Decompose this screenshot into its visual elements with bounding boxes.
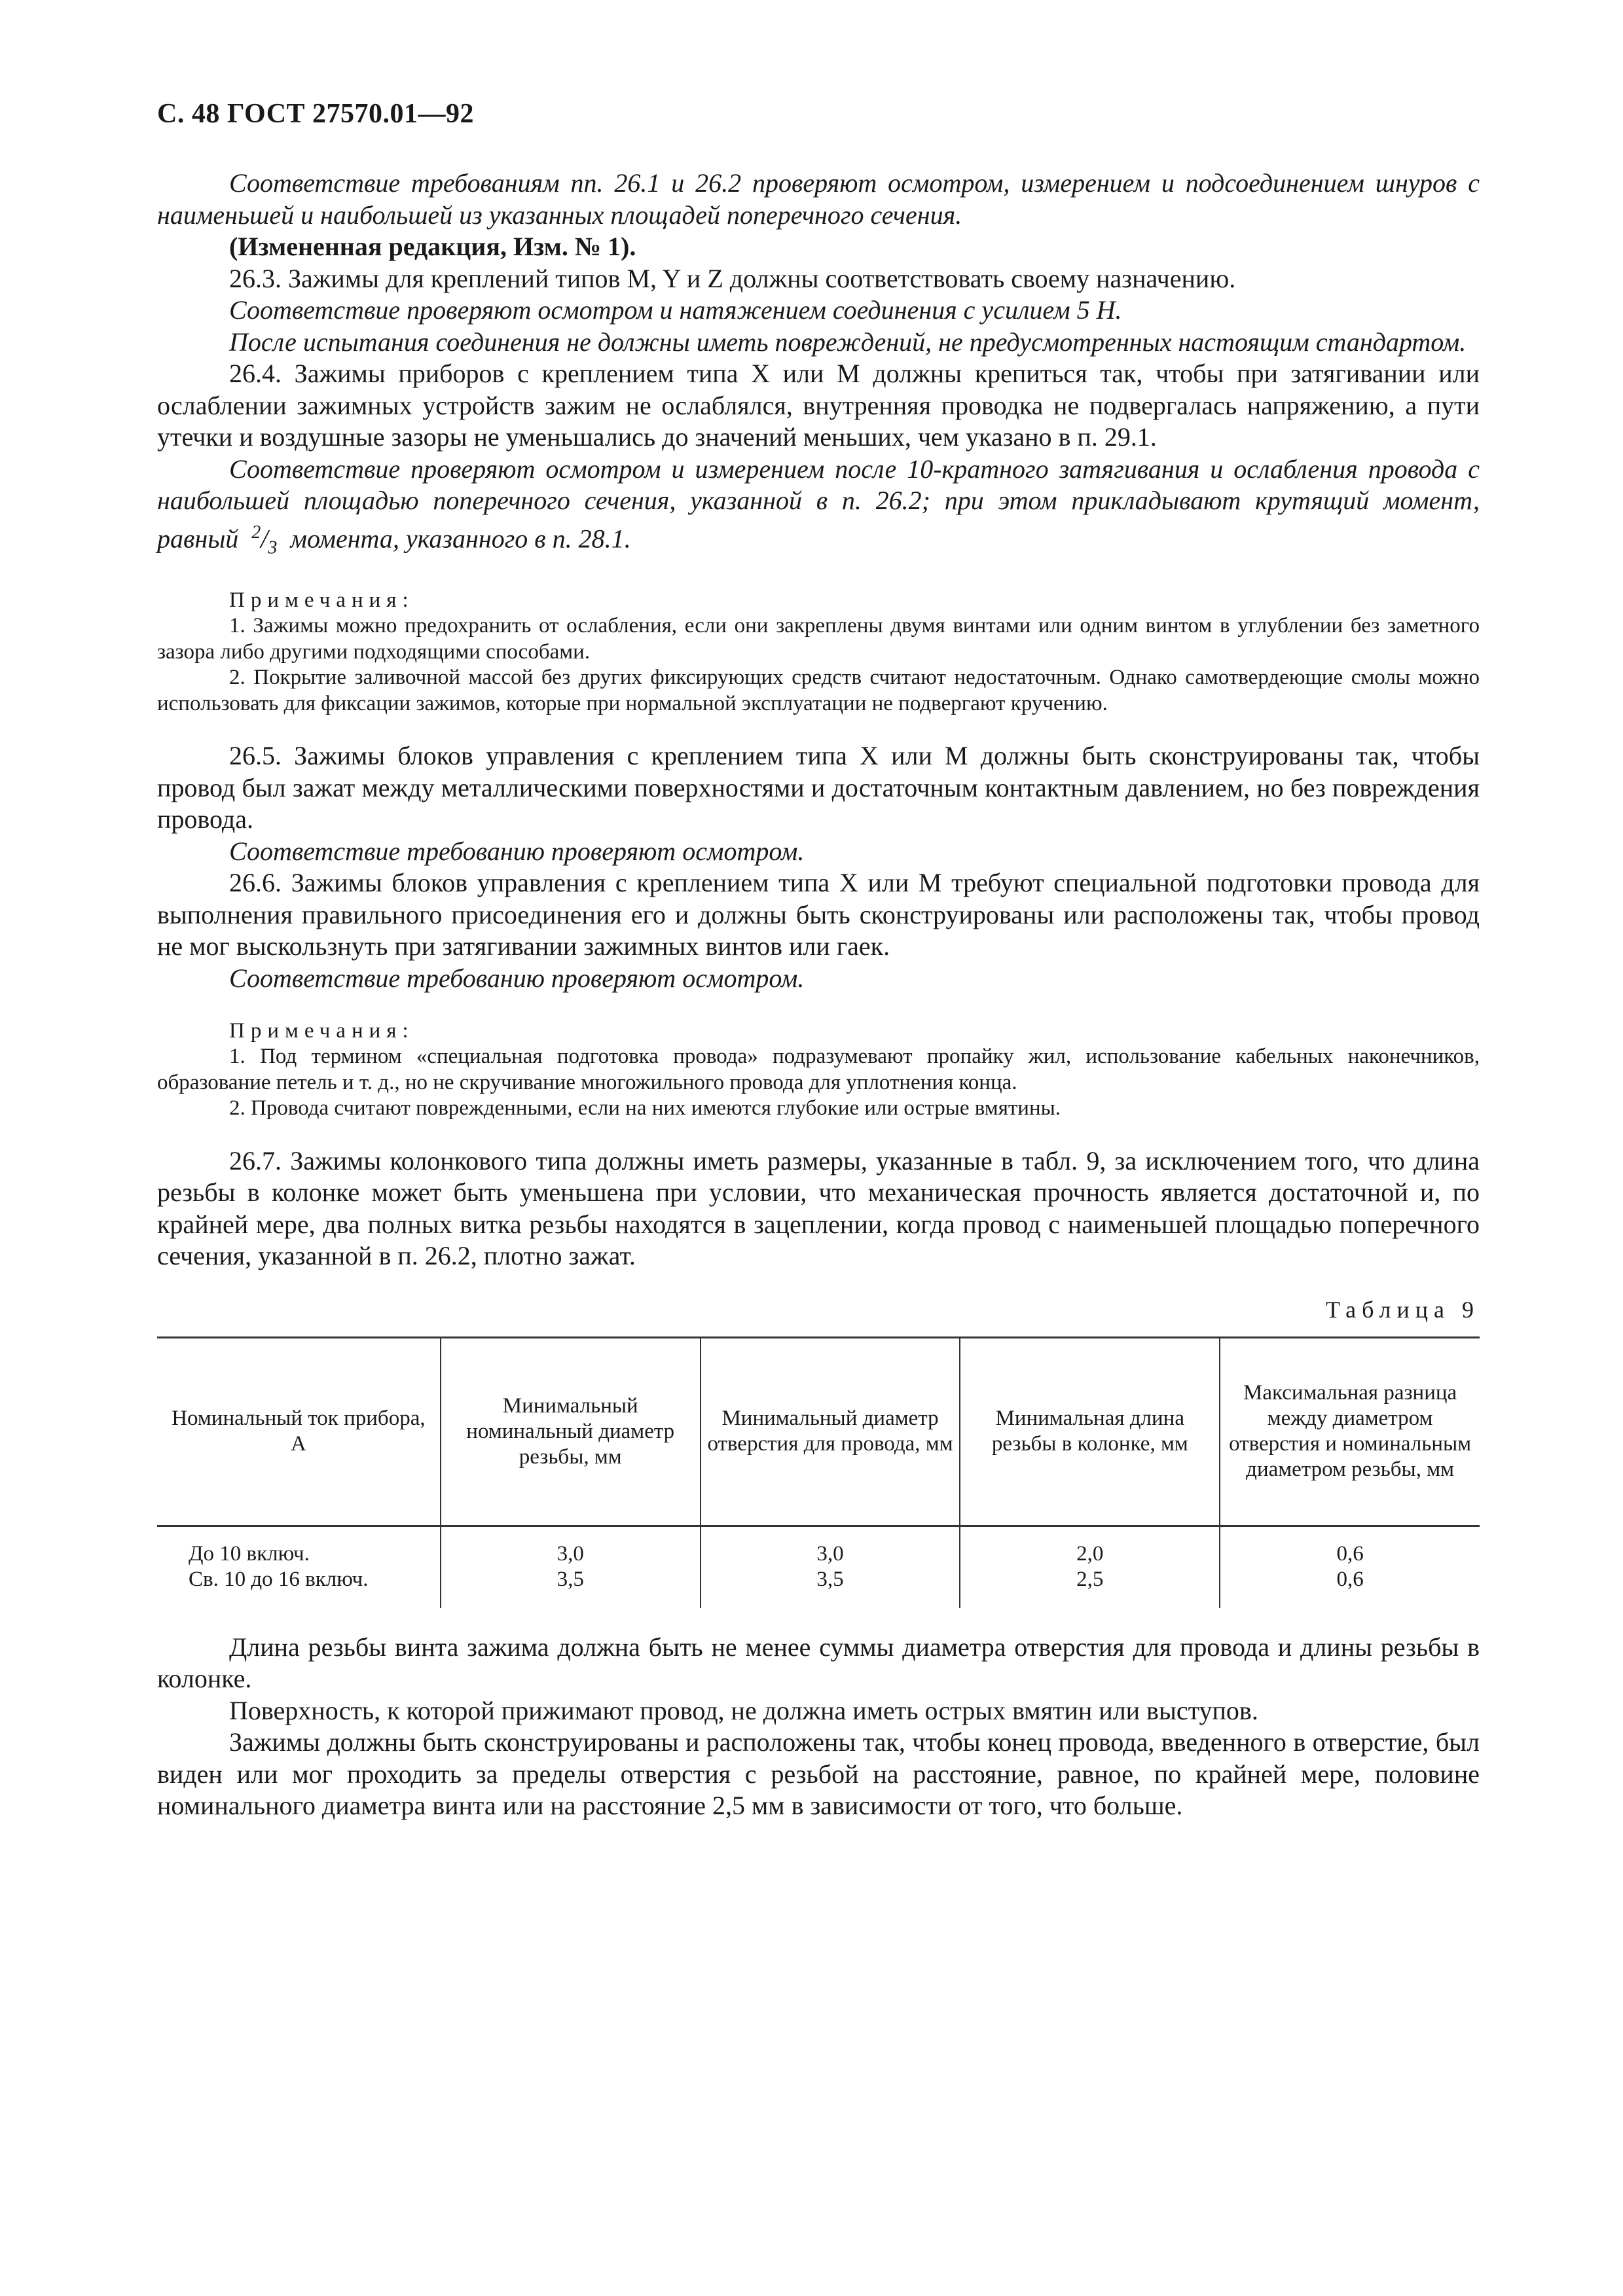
notes-heading: Примечания:	[229, 588, 414, 613]
table-cell: 2,0 2,5	[960, 1526, 1220, 1608]
paragraph-compliance-26-5: Соответствие требованию проверяют осмотром.	[229, 836, 805, 866]
table-cell: 0,6 0,6	[1220, 1526, 1480, 1608]
clause-26-4: 26.4. Зажимы приборов с креплением типа X или M должны крепиться так, чтобы при затягивании или ослаблении зажимных устройств зажим не ослаблялся, внутренняя проводка не подвергалась напряжению, а пути утечки и воздушные зазоры не уменьшались до значений меньших, чем указано в п. 29.1.	[157, 359, 1480, 452]
table-header-cell: Максимальная разница между диаметром отверстия и номинальным диаметром резьбы, мм	[1220, 1337, 1480, 1526]
paragraph-compliance-26-4: Соответствие проверяют осмотром и измерением после 10-кратного затягивания и ослабления провода с наибольшей площадью поперечного сечения, указанной в п. 26.2; при этом прикладывают крутящий момент, равный $^2/_3$ момента, указанного в п. 28.1.	[157, 454, 1480, 558]
paragraph-after-test: После испытания соединения не должны иметь повреждений, не предусмотренных настоящим стандартом.	[229, 327, 1467, 357]
clause-26-5: 26.5. Зажимы блоков управления с креплением типа X или M должны быть сконструированы так, чтобы провод был зажат между металлическими поверхностями и достаточным контактным давлением, но без повреждения провода.	[157, 741, 1480, 834]
paragraph-thread-length: Длина резьбы винта зажима должна быть не менее суммы диаметра отверстия для провода и длины резьбы в колонке.	[157, 1632, 1480, 1694]
table-cell: 3,0 3,5	[441, 1526, 701, 1608]
table-header-cell: Номинальный ток прибора, А	[157, 1337, 441, 1526]
note-item: 1. Зажимы можно предохранить от ослабления, если они закреплены двумя винтами или одним винтом в углублении без заметного зазора либо другими подходящими способами.	[157, 614, 1480, 664]
paragraph-surface: Поверхность, к которой прижимают провод, не должна иметь острых вмятин или выступов.	[229, 1695, 1258, 1725]
compliance-text-end: момента, указанного в п. 28.1.	[290, 523, 631, 553]
document-page	[157, 98, 1480, 1822]
paragraph-compliance-26-1: Соответствие требованиям пп. 26.1 и 26.2 проверяют осмотром, измерением и подсоединением шнуров с наименьшей и наибольшей из указанных площадей поперечного сечения.	[157, 168, 1480, 230]
notes-heading: Примечания:	[229, 1019, 414, 1043]
table-header-row	[157, 1337, 1480, 1526]
fraction-denominator: 3	[268, 537, 278, 558]
table-header-cell: Минимальный диаметр отверстия для провода, мм	[701, 1337, 960, 1526]
clause-26-6: 26.6. Зажимы блоков управления с креплением типа X или M требуют специальной подготовки провода для выполнения правильного присоединения его и должны быть сконструированы или расположены так, чтобы провод не мог выскользнуть при затягивании зажимных винтов или гаек.	[157, 868, 1480, 961]
notes-block-1	[157, 587, 1480, 717]
note-item: 1. Под термином «специальная подготовка провода» подразумевают пропайку жил, использование кабельных наконечников, образование петель и т. д., но не скручивание многожильного провода для уплотнения конца.	[157, 1045, 1480, 1094]
table-9	[157, 1336, 1480, 1608]
compliance-text: Соответствие проверяют осмотром и измерением после 10-кратного затягивания и ослабления провода с наибольшей площадью поперечного сечения, указанной в п. 26.2; при этом прикладывают крутящий момент, равный	[157, 454, 1480, 553]
paragraph-compliance-26-3: Соответствие проверяют осмотром и натяжением соединения с усилием 5 Н.	[229, 295, 1122, 325]
table-header-cell: Минимальный номинальный диаметр резьбы, мм	[441, 1337, 701, 1526]
table-header-cell: Минимальная длина резьбы в колонке, мм	[960, 1337, 1220, 1526]
table-cell: 3,0 3,5	[701, 1526, 960, 1608]
paragraph-compliance-26-6: Соответствие требованию проверяют осмотром.	[229, 963, 805, 993]
table-cell: До 10 включ. Св. 10 до 16 включ.	[189, 1541, 369, 1591]
table-caption: Таблица 9	[1326, 1296, 1480, 1323]
amendment-note: (Измененная редакция, Изм. № 1).	[229, 232, 636, 261]
page-header: С. 48 ГОСТ 27570.01—92	[157, 99, 475, 129]
table-row	[157, 1526, 1480, 1608]
note-item: 2. Покрытие заливочной массой без других фиксирующих средств считают недостаточным. Однако самотвердеющие смолы можно использовать для фиксации зажимов, которые при нормальной эксплуатации не подвергают кручению.	[157, 666, 1480, 715]
fraction-numerator: 2	[251, 522, 261, 543]
clause-26-7: 26.7. Зажимы колонкового типа должны иметь размеры, указанные в табл. 9, за исключением того, что длина резьбы в колонке может быть уменьшена при условии, что механическая прочность является достаточной и, по крайней мере, два полных витка резьбы находятся в зацеплении, когда провод с наименьшей площадью поперечного сечения, указанной в п. 26.2, плотно зажат.	[157, 1145, 1480, 1271]
note-item: 2. Провода считают поврежденными, если на них имеются глубокие или острые вмятины.	[229, 1096, 1061, 1121]
clause-26-3: 26.3. Зажимы для креплений типов M, Y и Z должны соответствовать своему назначению.	[229, 263, 1236, 293]
paragraph-wire-end: Зажимы должны быть сконструированы и расположены так, чтобы конец провода, введенного в отверстие, был виден или мог проходить за пределы отверстия с резьбой на расстояние, равное, по крайней мере, половине номинального диаметра винта или на расстояние 2,5 мм в зависимости от того, что больше.	[157, 1727, 1480, 1821]
notes-block-2	[157, 1018, 1480, 1122]
